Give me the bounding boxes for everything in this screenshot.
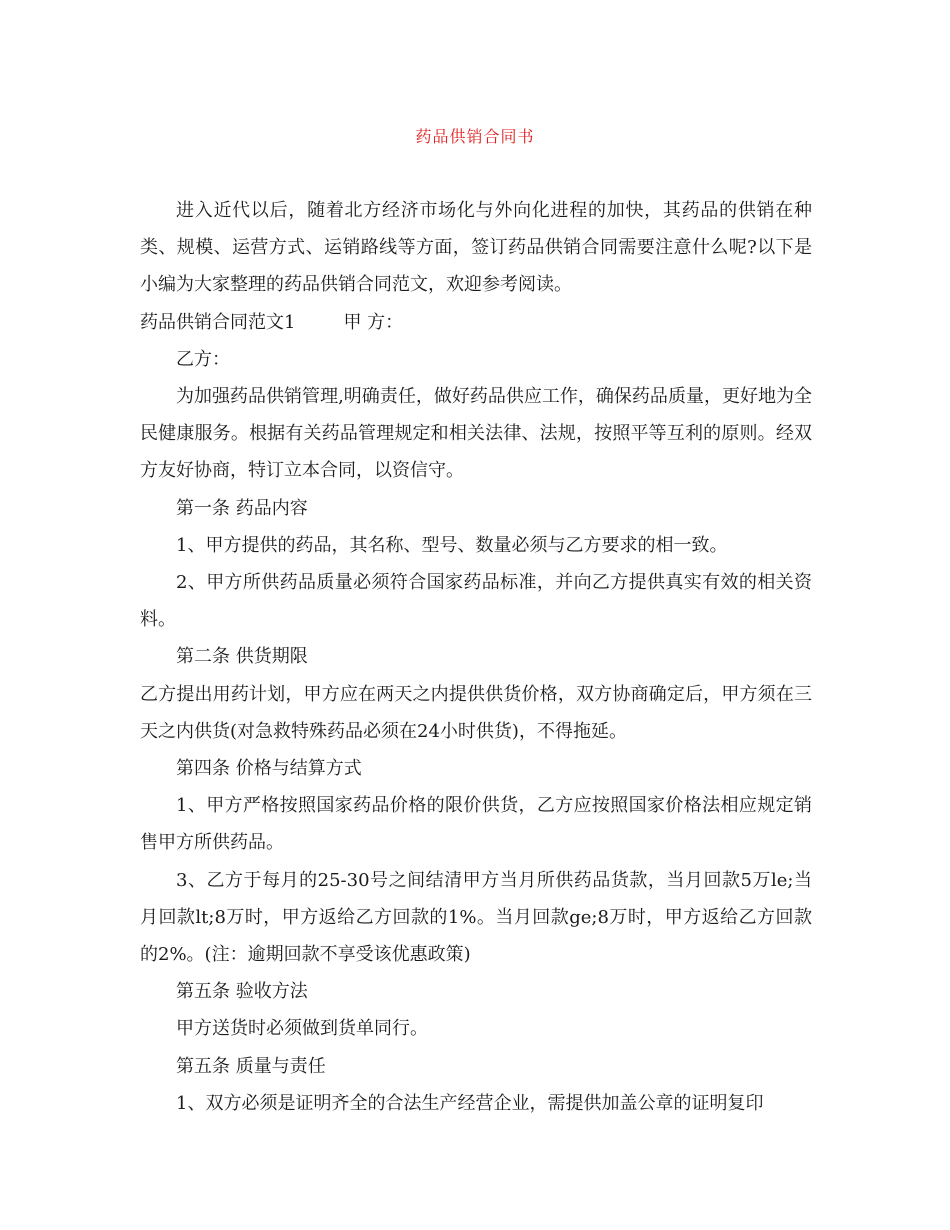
article-5-body: 甲方送货时必须做到货单同行。 — [176, 1018, 428, 1040]
document-title: 药品供销合同书 — [415, 127, 535, 146]
article-4-clause-1: 1、甲方严格按照国家药品价格的限价供货，乙方应按照国家价格法相应规定销售甲方所供药品。 — [140, 795, 812, 854]
article-4-heading: 第四条 价格与结算方式 — [176, 758, 362, 780]
party-a-label: 甲 方： — [343, 311, 404, 333]
preamble-paragraph: 为加强药品供销管理,明确责任，做好药品供应工作，确保药品质量，更好地为全民健康服务。根据有关药品管理规定和相关法律、法规，按照平等互利的原则。经双方友好协商，特订立本合同，以资信守。 — [140, 386, 812, 482]
intro-paragraph: 进入近代以后，随着北方经济市场化与外向化进程的加快，其药品的供销在种类、规模、运营方式、运销路线等方面，签订药品供销合同需要注意什么呢?以下是小编为大家整理的药品供销合同范文，欢迎参考阅读。 — [140, 200, 812, 296]
party-b-label: 乙方： — [176, 348, 230, 370]
article-2-heading: 第二条 供货期限 — [176, 646, 308, 668]
sample-heading: 药品供销合同范文1 — [140, 311, 296, 333]
article-4-clause-3: 3、乙方于每月的25-30号之间结清甲方当月所供药品货款，当月回款5万le;当月回款lt;8万时，甲方返给乙方回款的1%。当月回款ge;8万时，甲方返给乙方回款的2%。(注：逾期回款不享受该优惠政策) — [140, 869, 812, 966]
article-5b-heading: 第五条 质量与责任 — [176, 1055, 326, 1077]
article-1-clause-2: 2、甲方所供药品质量必须符合国家药品标准，并向乙方提供真实有效的相关资料。 — [140, 572, 812, 631]
article-5-heading: 第五条 验收方法 — [176, 981, 308, 1003]
article-5b-clause-1: 1、双方必须是证明齐全的合法生产经营企业，需提供加盖公章的证明复印 — [176, 1092, 764, 1114]
sample-heading-line — [140, 304, 812, 341]
article-1-heading: 第一条 药品内容 — [176, 497, 308, 519]
document-body — [140, 192, 812, 1122]
article-1-clause-1: 1、甲方提供的药品，其名称、型号、数量必须与乙方要求的相一致。 — [176, 534, 728, 556]
article-2-body: 乙方提出用药计划，甲方应在两天之内提供供货价格，双方协商确定后，甲方须在三天之内供货(对急救特殊药品必须在24小时供货)，不得拖延。 — [140, 683, 812, 742]
